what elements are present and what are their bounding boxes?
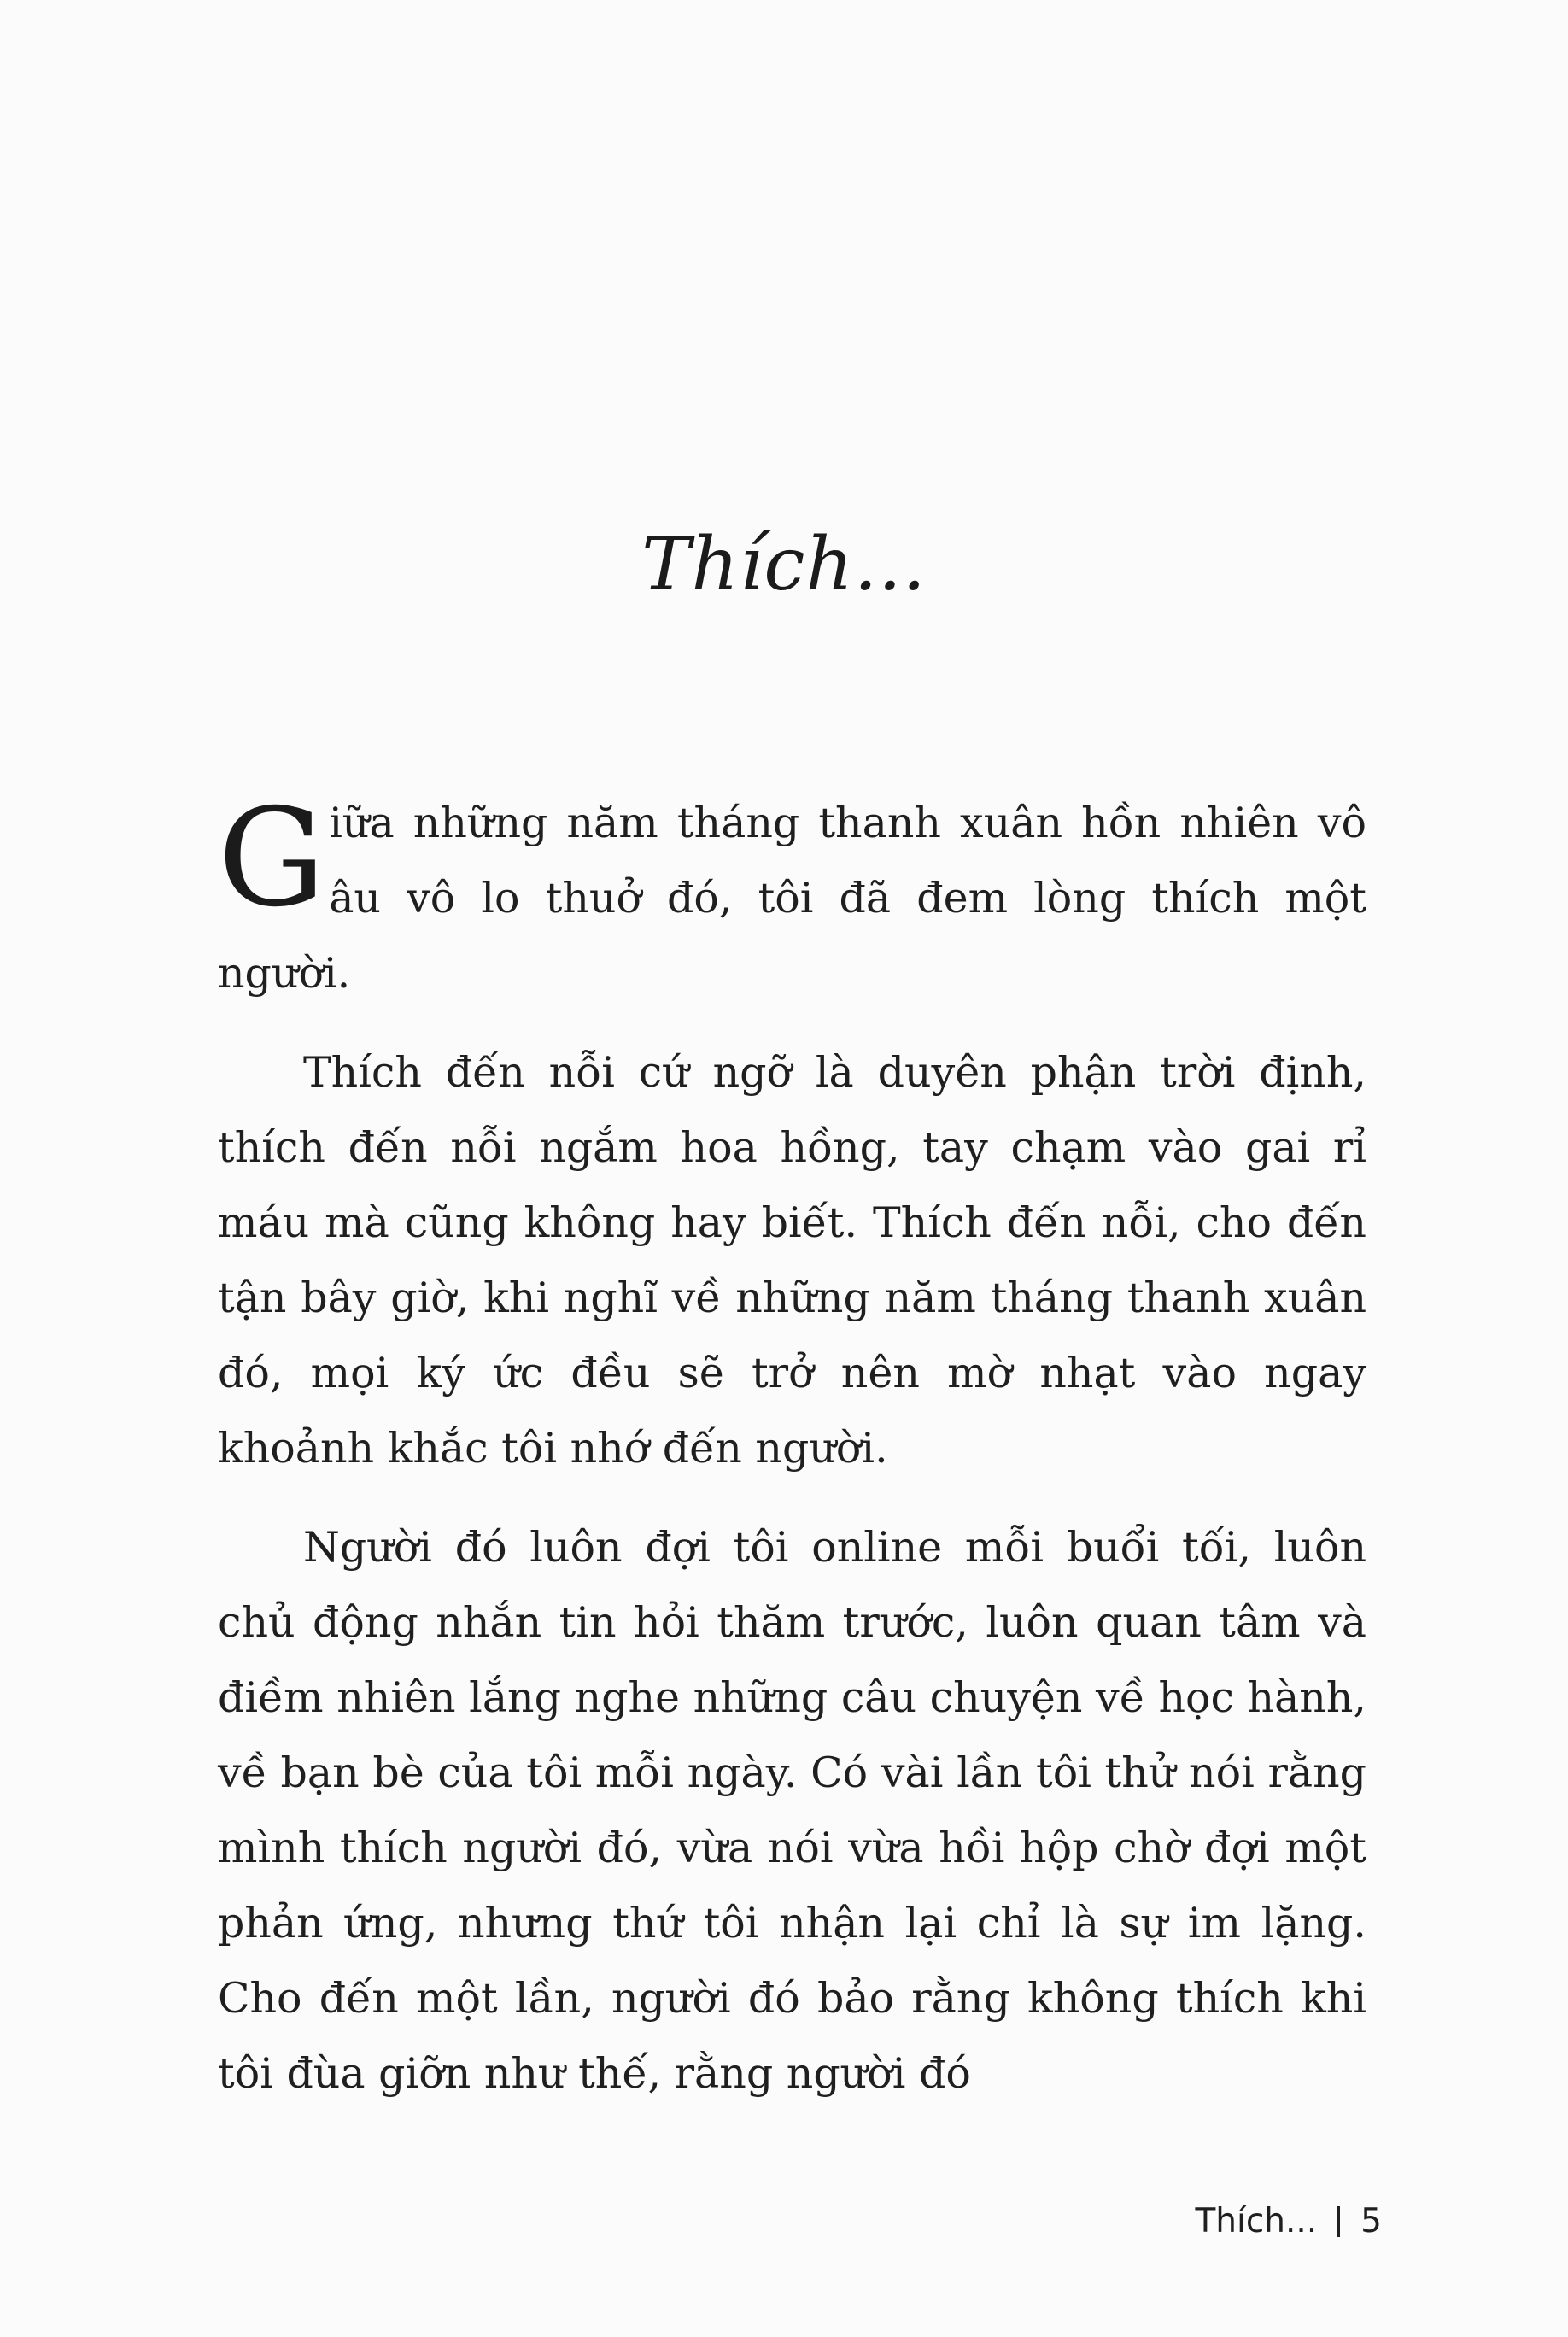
body-text	[218, 780, 1366, 2112]
paragraph-1-text: iữa những năm tháng thanh xuân hồn nhiên vô âu vô lo thuở đó, tôi đã đem lòng thích một người.	[218, 799, 1366, 998]
chapter-title: Thích...	[641, 521, 927, 607]
paragraph-3: Người đó luôn đợi tôi online mỗi buổi tối, luôn chủ động nhắn tin hỏi thăm trước, luôn quan tâm và điềm nhiên lắng nghe những câu chuyện về học hành, về bạn bè của tôi mỗi ngày. Có vài lần tôi thử nói rằng mình thích người đó, vừa nói vừa hồi hộp chờ đợi một phản ứng, nhưng thứ tôi nhận lại chỉ là sự im lặng. Cho đến một lần, người đó bảo rằng không thích khi tôi đùa giỡn như thế, rằng người đó	[218, 1523, 1366, 2098]
paragraph-2: Thích đến nỗi cứ ngỡ là duyên phận trời định, thích đến nỗi ngắm hoa hồng, tay chạm vào gai rỉ máu mà cũng không hay biết. Thích đến nỗi, cho đến tận bây giờ, khi nghĩ về những năm tháng thanh xuân đó, mọi ký ức đều sẽ trở nên mờ nhạt vào ngay khoảnh khắc tôi nhớ đến người.	[218, 1048, 1366, 1473]
running-title: Thích...	[1195, 2202, 1318, 2240]
paragraph-1	[218, 780, 1366, 1011]
page-footer	[1195, 2201, 1382, 2242]
page-number: 5	[1360, 2202, 1382, 2240]
drop-cap: G	[218, 780, 326, 937]
footer-separator	[1337, 2206, 1340, 2237]
